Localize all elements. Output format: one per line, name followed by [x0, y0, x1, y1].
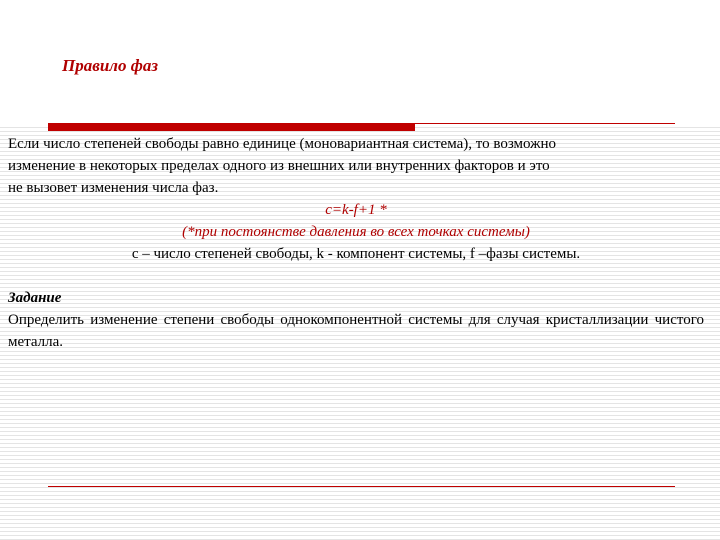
formula-legend: c – число степеней свободы, k - компонент системы, f –фазы системы.: [131, 246, 581, 262]
task-text: Определить изменение степени свободы однокомпонентной системы для случая кристаллизации чистого металла.: [8, 312, 704, 350]
title-accent-bar: [48, 123, 415, 131]
spacer: [8, 265, 704, 287]
footer-line: [48, 486, 675, 487]
intro-line-2: изменение в некоторых пределах одного из внешних или внутренних факторов и это: [8, 158, 550, 174]
formula-note: (*при постоянстве давления во всех точках системы): [182, 224, 530, 240]
phase-rule-formula: c=k-f+1 *: [325, 202, 387, 218]
slide-body: [8, 133, 704, 353]
task-heading: Задание: [8, 290, 62, 306]
slide-title: Правило фаз: [62, 56, 159, 75]
title-underline: [415, 123, 675, 124]
intro-line-3: не вызовет изменения числа фаз.: [8, 180, 219, 196]
intro-line-1: Если число степеней свободы равно единице (моновариантная система), то возможно: [8, 136, 557, 152]
